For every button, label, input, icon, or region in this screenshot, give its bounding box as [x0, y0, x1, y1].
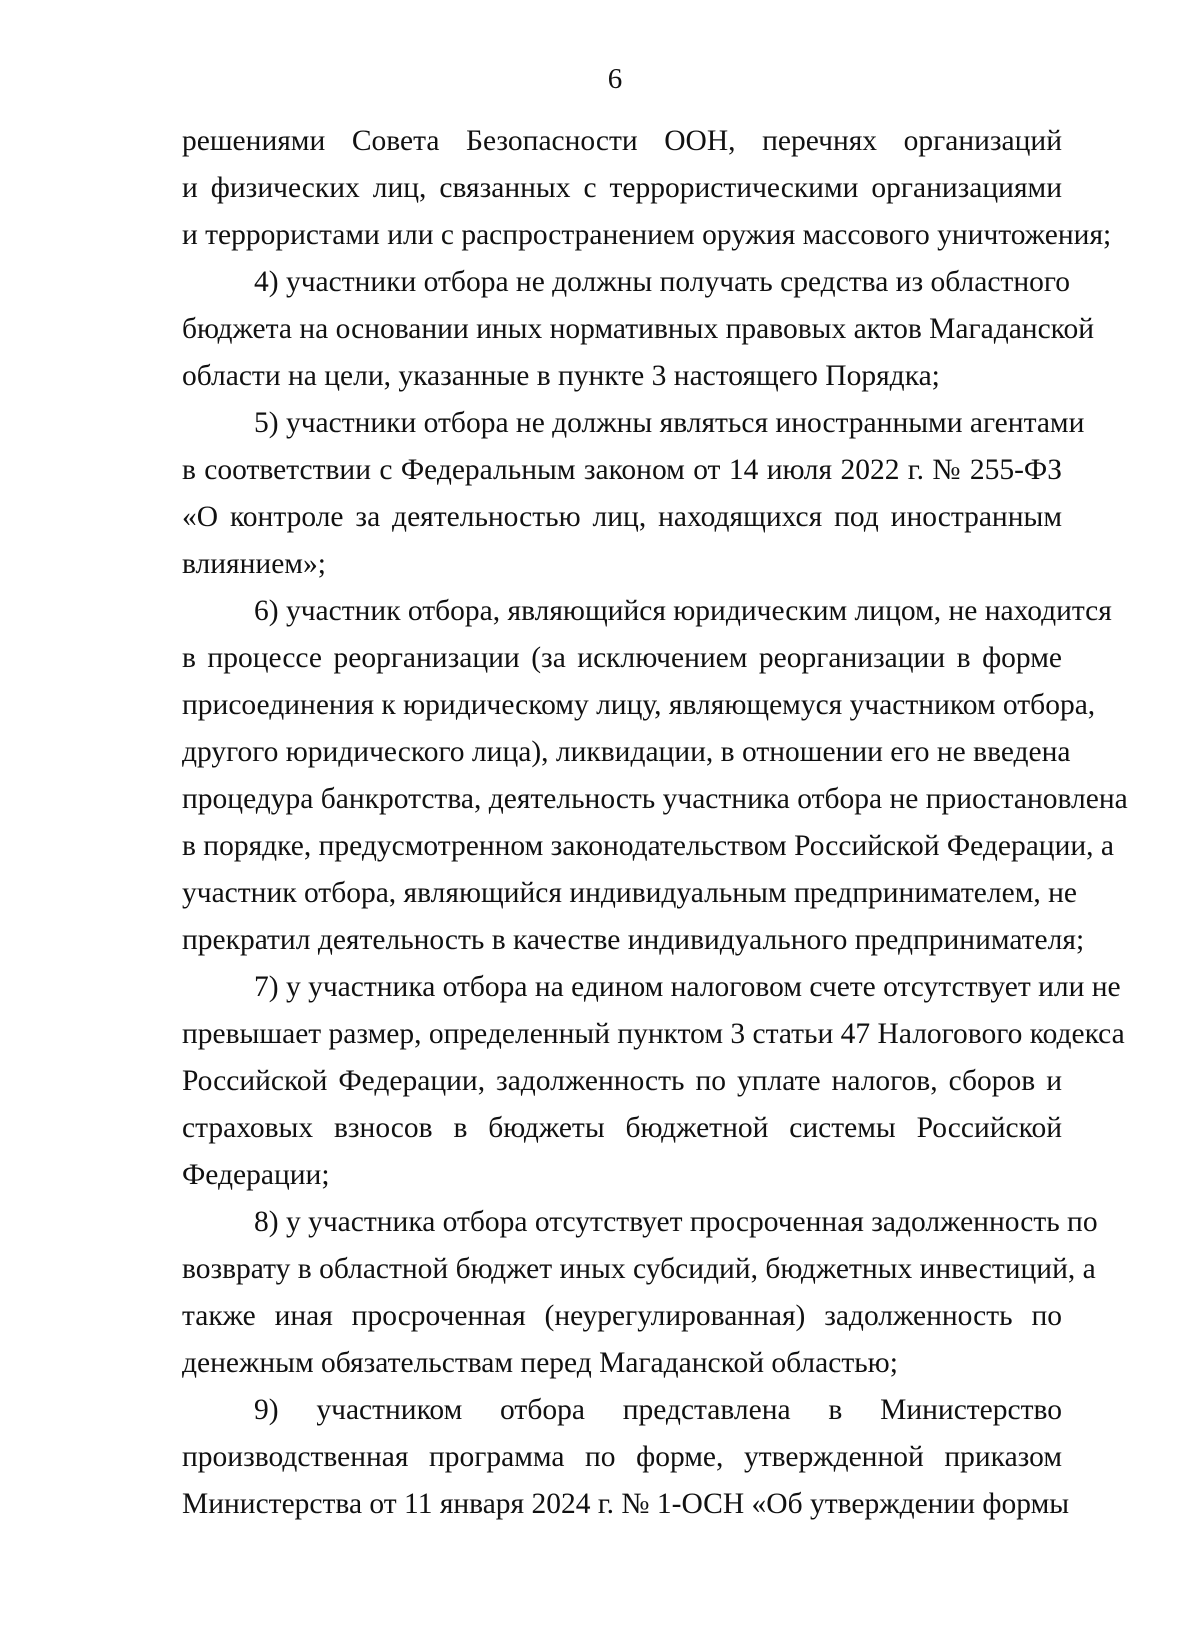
text-line: Федерации; [182, 1159, 330, 1191]
text-line: и физических лиц, связанных с террористическими организациями [182, 172, 1062, 204]
document-body [182, 118, 1128, 1528]
list-item-9 [182, 1387, 1070, 1528]
text-line: бюджета на основании иных нормативных правовых актов Магаданской [182, 313, 1095, 345]
text-line: Министерства от 11 января 2024 г. № 1-ОСН «Об утверждении формы [182, 1488, 1070, 1520]
text-line: Российской Федерации, задолженность по уплате налогов, сборов и [182, 1065, 1062, 1097]
text-line: «О контроле за деятельностью лиц, находящихся под иностранным [182, 501, 1062, 533]
text-line: 8) у участника отбора отсутствует просроченная задолженность по [254, 1206, 1098, 1238]
text-line: возврату в областной бюджет иных субсидий, бюджетных инвестиций, а [182, 1253, 1096, 1285]
text-line: другого юридического лица), ликвидации, в отношении его не введена [182, 736, 1071, 768]
text-line: 4) участники отбора не должны получать средства из областного [254, 266, 1070, 298]
text-line: в соответствии с Федеральным законом от 14 июля 2022 г. № 255-ФЗ [182, 454, 1062, 486]
list-item-6 [182, 588, 1128, 964]
text-line: и террористами или с распространением оружия массового уничтожения; [182, 219, 1112, 251]
paragraph-continuation [182, 118, 1112, 259]
text-line: прекратил деятельность в качестве индивидуального предпринимателя; [182, 924, 1085, 956]
text-line: 6) участник отбора, являющийся юридическим лицом, не находится [254, 595, 1112, 627]
text-line: влиянием»; [182, 548, 326, 580]
text-line: денежным обязательствам перед Магаданской областью; [182, 1347, 898, 1379]
text-line: области на цели, указанные в пункте 3 настоящего Порядка; [182, 360, 940, 392]
text-line: превышает размер, определенный пунктом 3 статьи 47 Налогового кодекса [182, 1018, 1125, 1050]
text-line: решениями Совета Безопасности ООН, перечнях организаций [182, 125, 1062, 157]
text-line: участник отбора, являющийся индивидуальным предпринимателем, не [182, 877, 1077, 909]
text-line: производственная программа по форме, утвержденной приказом [182, 1441, 1062, 1473]
list-item-4 [182, 259, 1095, 400]
list-item-8 [182, 1199, 1098, 1387]
text-line: в процессе реорганизации (за исключением реорганизации в форме [182, 642, 1062, 674]
list-item-7 [182, 964, 1125, 1199]
text-line: 9) участником отбора представлена в Министерство [254, 1394, 1062, 1426]
text-line: в порядке, предусмотренном законодательством Российской Федерации, а [182, 830, 1115, 862]
page-number: 6 [607, 63, 623, 95]
text-line: 5) участники отбора не должны являться иностранными агентами [254, 407, 1085, 439]
list-item-5 [182, 400, 1085, 588]
text-line: процедура банкротства, деятельность участника отбора не приостановлена [182, 783, 1128, 815]
text-line: страховых взносов в бюджеты бюджетной системы Российской [182, 1112, 1062, 1144]
text-line: также иная просроченная (неурегулированная) задолженность по [182, 1300, 1062, 1332]
text-line: 7) у участника отбора на едином налоговом счете отсутствует или не [254, 971, 1121, 1003]
text-line: присоединения к юридическому лицу, являющемуся участником отбора, [182, 689, 1096, 721]
